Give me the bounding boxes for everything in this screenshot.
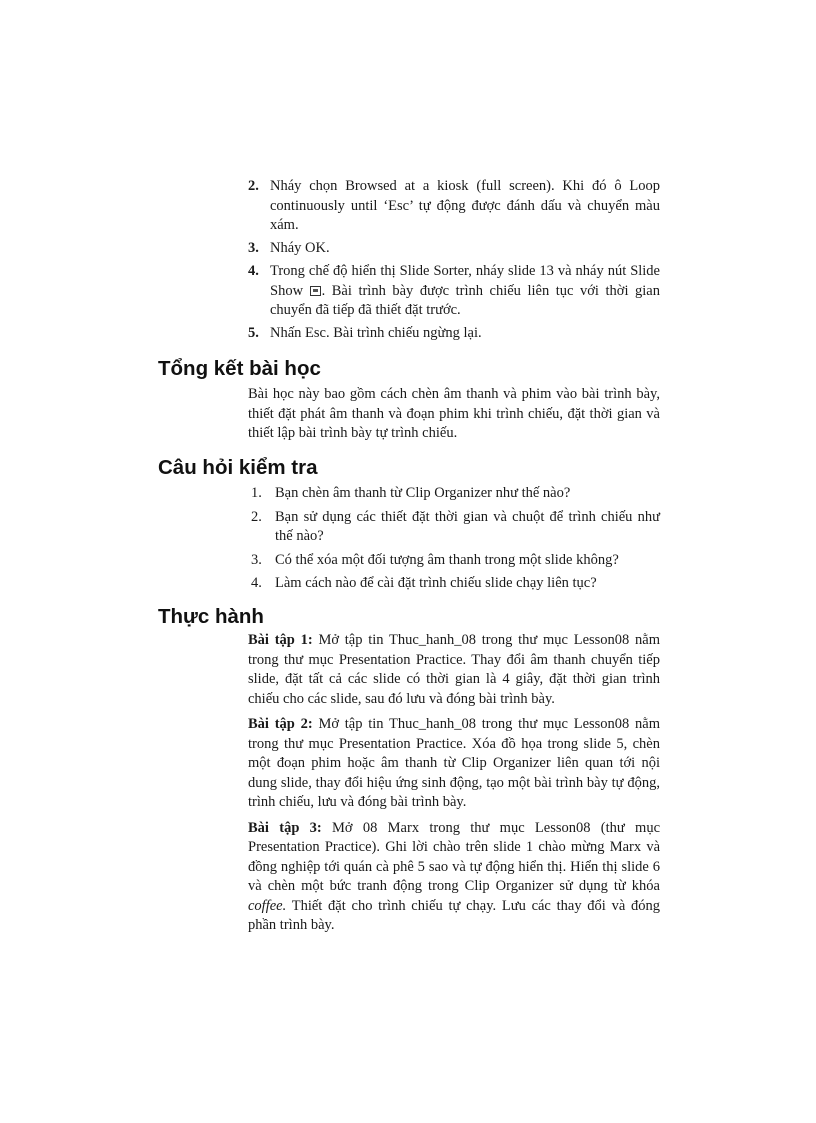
- question-text: Bạn sử dụng các thiết đặt thời gian và chuột để trình chiếu như thế nào?: [275, 508, 660, 544]
- exercise-text: Mở tập tin Thuc_hanh_08 trong thư mục Lesson08 nằm trong thư mục Presentation Practice. Xóa đồ họa trong slide 5, chèn một đoạn phim hoặc âm thanh từ Clip Organizer liên quan tới nội dung slide, thay đổi hiệu ứng sinh động, tạo một bài trình bày tự động, trình chiếu, lưu và đóng bài trình bày.: [248, 716, 661, 810]
- exercise-label: Bài tập 3:: [248, 819, 322, 836]
- exercise-2: [248, 715, 660, 813]
- step-text-before: Trong chế độ hiển thị Slide Sorter, nháy slide 13 và nháy nút Slide Show: [270, 263, 660, 299]
- question-number: 3.: [251, 551, 262, 568]
- slide-show-icon: [310, 286, 321, 296]
- exercise-1: [248, 631, 660, 709]
- step-text: Nháy OK.: [270, 240, 330, 256]
- step-number: 2.: [248, 178, 259, 194]
- question-number: 4.: [251, 575, 262, 591]
- step-text: Nhấn Esc. Bài trình chiếu ngừng lại.: [270, 325, 482, 341]
- exercise-text: Mở tập tin Thuc_hanh_08 trong thư mục Lesson08 nằm trong thư mục Presentation Practice. Thay đổi âm thanh chuyển tiếp slide, đặt tất cả các slide có thời gian là 4 giây, đặt thời gian trình chiếu cho các slide, sau đó lưu và đóng bài trình bày.: [248, 632, 661, 707]
- review-block: [248, 484, 660, 598]
- step-number: 5.: [248, 325, 259, 341]
- summary-heading: Tổng kết bài học: [158, 357, 321, 380]
- questions-list: [248, 484, 660, 594]
- summary-text: Bài học này bao gồm cách chèn âm thanh và phim vào bài trình bày, thiết đặt phát âm thanh và đoạn phim khi trình chiếu, đặt thời gian và thiết lập bài trình bày tự trình chiếu.: [248, 386, 660, 441]
- step-text-after: . Bài trình bày được trình chiếu liên tục với thời gian chuyển đã tiếp đã thiết đặt trước.: [270, 282, 660, 318]
- question-text: Bạn chèn âm thanh từ Clip Organizer như thế nào?: [275, 485, 571, 501]
- question-text: Có thể xóa một đối tượng âm thanh trong một slide không?: [275, 551, 619, 568]
- step-number: 3.: [248, 240, 259, 256]
- exercise-3: [248, 819, 660, 936]
- list-item: [248, 262, 660, 321]
- practice-block: [248, 631, 660, 942]
- exercise-label: Bài tập 2:: [248, 716, 313, 732]
- list-item: [248, 484, 660, 504]
- exercise-label: Bài tập 1:: [248, 632, 313, 648]
- step-number: 4.: [248, 263, 259, 279]
- steps-list: [248, 177, 660, 344]
- question-number: 2.: [251, 508, 262, 525]
- exercise-text-before: Mở 08 Marx trong thư mục Lesson08 (thư mục Presentation Practice). Ghi lời chào trên slide 1 chào mừng Marx và đồng nghiệp tới quán cà phê 5 sao và tự động hiển thị. Hiển thị slide 6 và chèn một bức tranh động trong Clip Organizer sử dụng từ khóa: [248, 819, 661, 894]
- question-number: 1.: [251, 485, 262, 501]
- list-item: [248, 508, 660, 547]
- exercise-text-after: Thiết đặt cho trình chiếu tự chạy. Lưu các thay đổi và đóng phần trình bày.: [248, 897, 660, 933]
- step-text: Nháy chọn Browsed at a kiosk (full screen). Khi đó ô Loop continuously until ‘Esc’ tự động được đánh dấu và chuyển màu xám.: [270, 178, 660, 233]
- exercise-keyword: coffee.: [248, 897, 287, 914]
- list-item: [248, 324, 660, 344]
- practice-heading: Thực hành: [158, 605, 264, 628]
- review-heading: Câu hỏi kiểm tra: [158, 456, 318, 479]
- steps-block: [248, 177, 660, 347]
- list-item: [248, 177, 660, 236]
- question-text: Làm cách nào để cài đặt trình chiếu slide chạy liên tục?: [275, 575, 597, 591]
- list-item: [248, 239, 660, 259]
- list-item: [248, 551, 660, 571]
- list-item: [248, 574, 660, 594]
- summary-block: [248, 385, 660, 444]
